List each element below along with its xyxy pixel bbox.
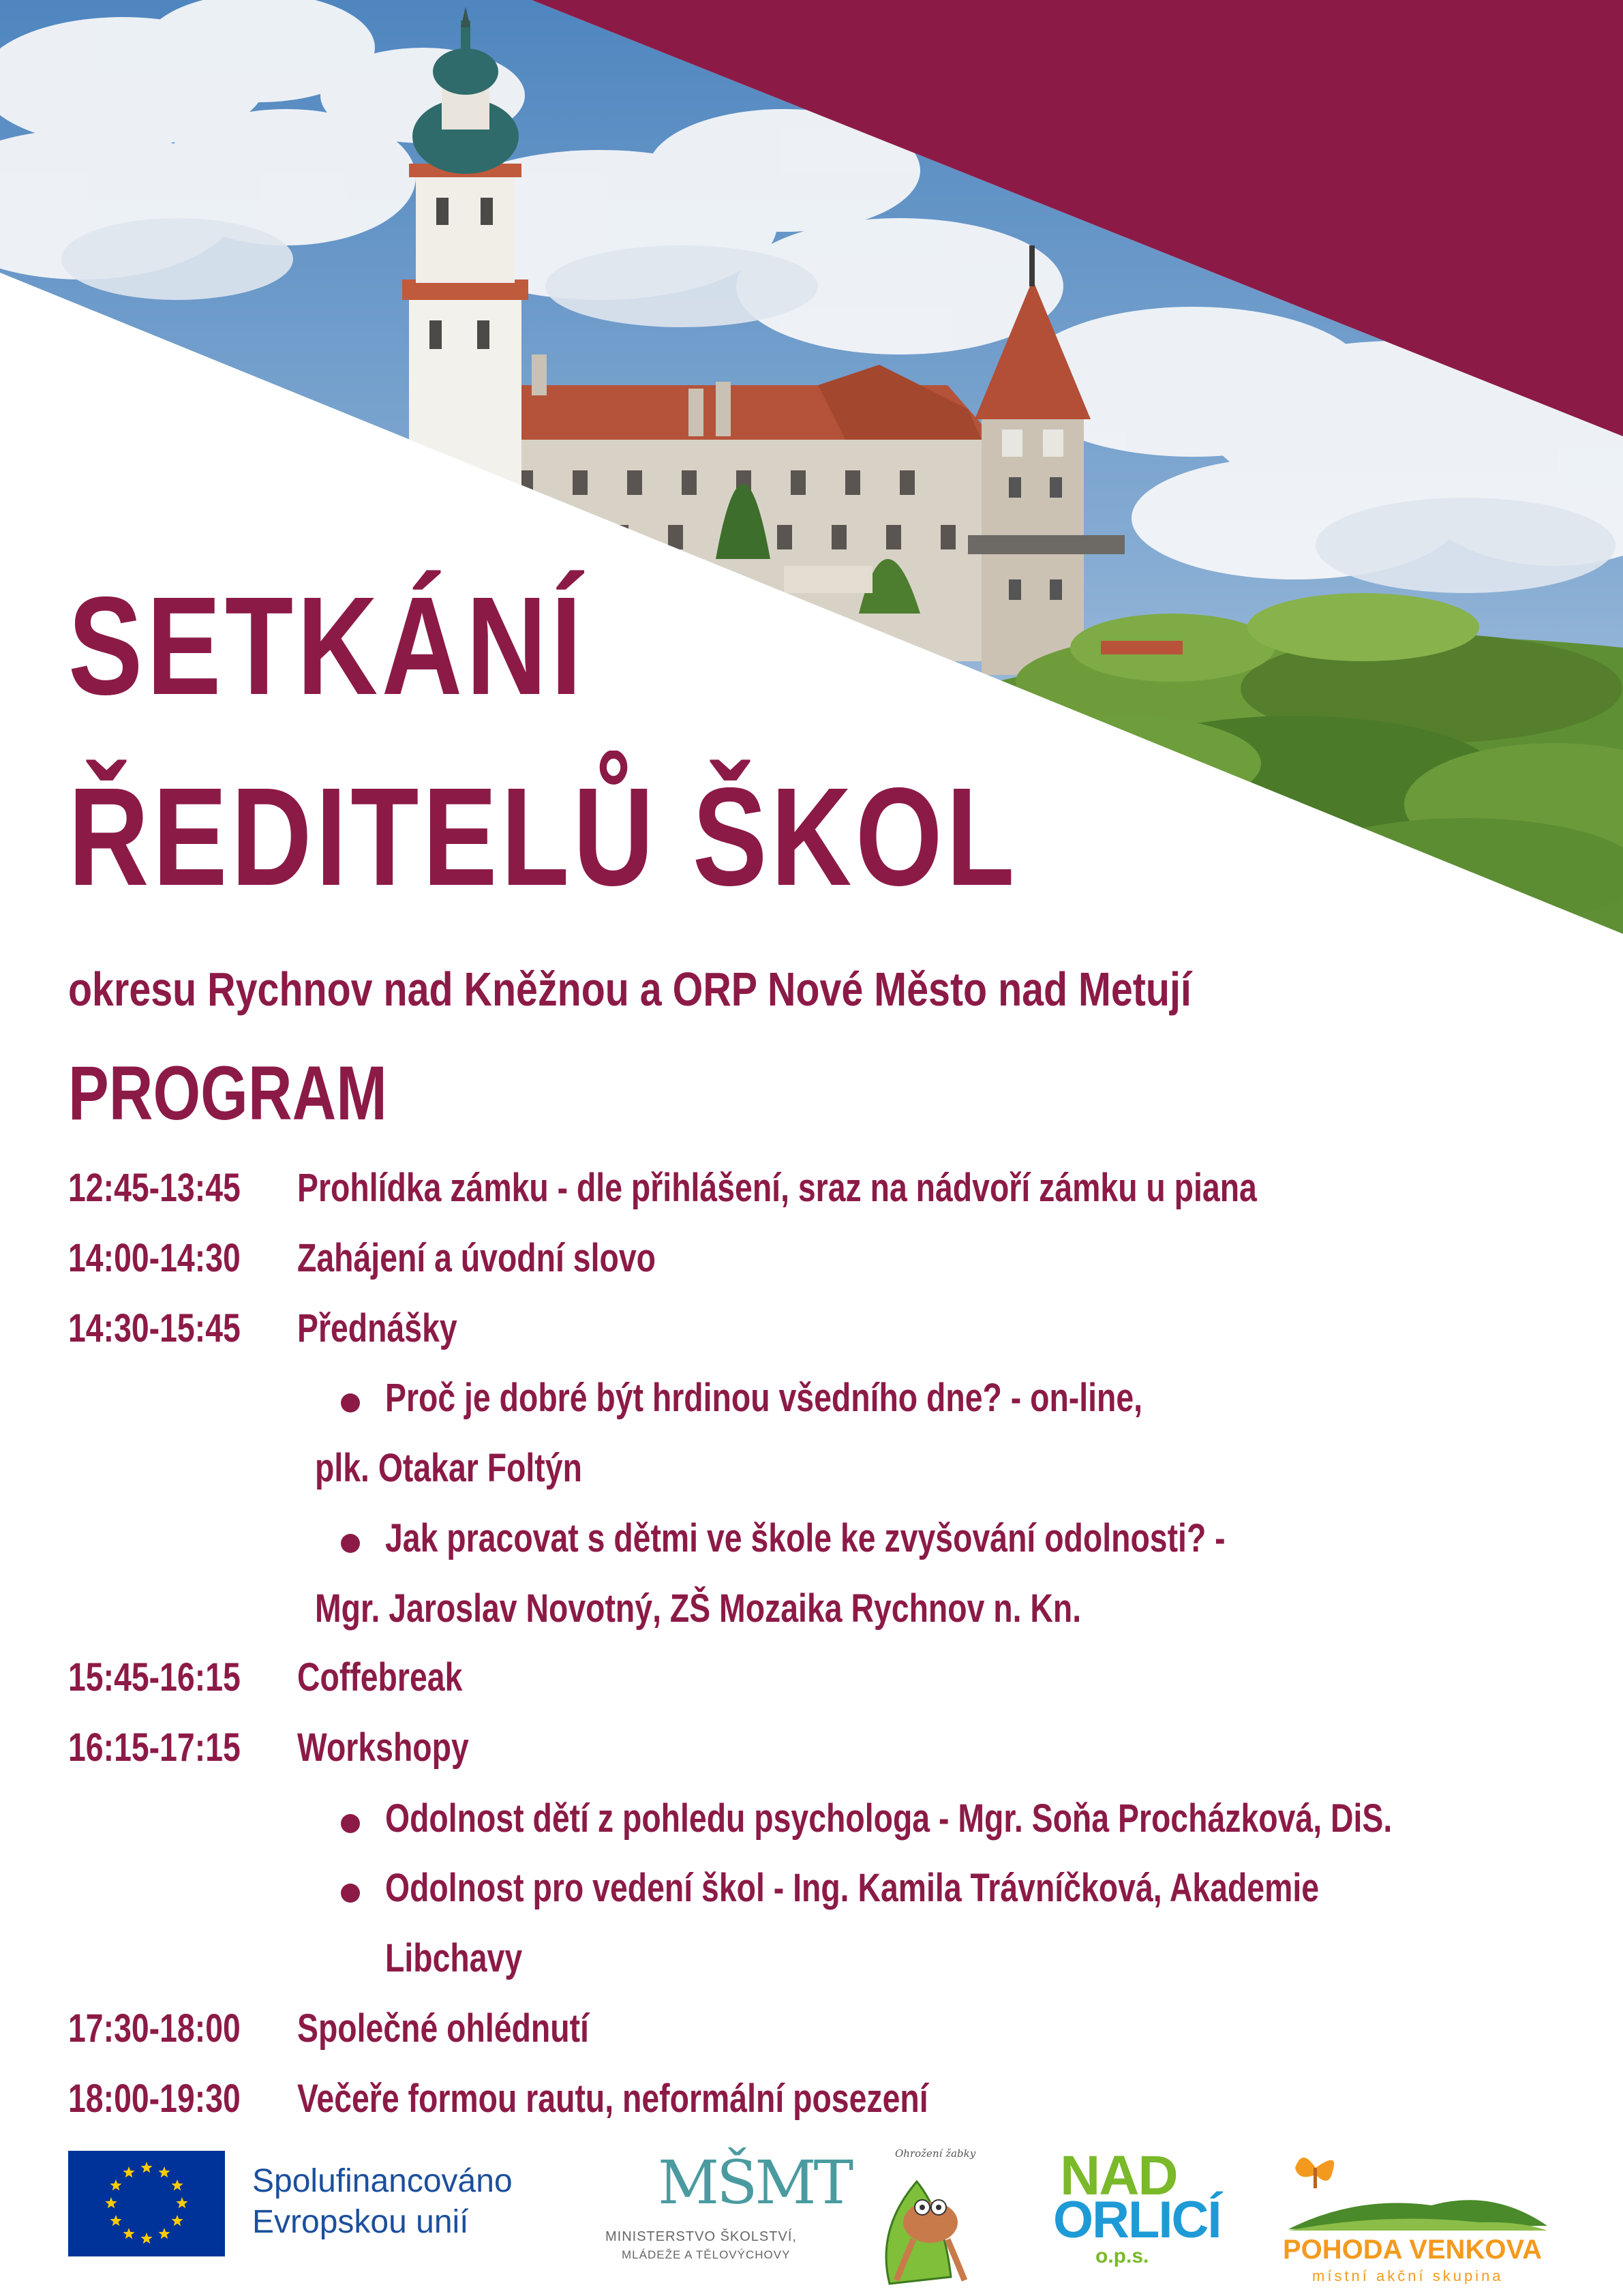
program-text: Společné ohlédnutí bbox=[297, 2006, 589, 2051]
eu-label-line1: Spolufinancováno bbox=[252, 2163, 513, 2199]
program-item bbox=[68, 1725, 469, 1771]
nad-orlici-logo bbox=[1053, 2144, 1230, 2287]
program-time: 15:45-16:15 bbox=[68, 1655, 241, 1700]
eu-label-line2: Evropskou unií bbox=[252, 2204, 469, 2240]
subitem-text: Jak pracovat s dětmi ve škole ke zvyšování odolnosti? - bbox=[385, 1516, 1226, 1560]
program-time: 14:30-15:45 bbox=[68, 1306, 241, 1350]
eu-flag-icon bbox=[68, 2151, 225, 2256]
program-text: Coffebreak bbox=[297, 1655, 463, 1700]
program-time: 18:00-19:30 bbox=[68, 2076, 241, 2121]
bullet-icon bbox=[341, 1393, 360, 1413]
program-time: 14:00-14:30 bbox=[68, 1236, 241, 1280]
bullet-icon bbox=[341, 1534, 360, 1553]
nad-label: NAD bbox=[1060, 2145, 1177, 2207]
program-item bbox=[68, 1166, 1257, 1211]
pohoda-venkova-logo bbox=[1275, 2141, 1561, 2291]
subitem-text: Mgr. Jaroslav Novotný, ZŠ Mozaika Rychnov n. Kn. bbox=[315, 1586, 1082, 1631]
subitem-text: plk. Otakar Foltýn bbox=[315, 1446, 582, 1490]
subitem-text: Proč je dobré být hrdinou všedního dne? - on-line, bbox=[385, 1376, 1143, 1420]
program-item bbox=[68, 1306, 457, 1352]
subitem-text: Libchavy bbox=[385, 1936, 523, 1980]
program-text: Večeře formou rautu, neformální posezení bbox=[297, 2076, 928, 2121]
program-time: 17:30-18:00 bbox=[68, 2006, 241, 2051]
pohoda-title: POHODA VENKOVA bbox=[1283, 2235, 1543, 2265]
footer-logos bbox=[0, 2141, 1623, 2296]
frog-caption: Ohrožení žabky bbox=[895, 2147, 976, 2160]
program-text: Workshopy bbox=[297, 1725, 469, 1770]
hills-butterfly-icon bbox=[1275, 2141, 1561, 2236]
program-item bbox=[68, 1236, 656, 1282]
program-item bbox=[68, 2006, 589, 2052]
bullet-icon bbox=[341, 1884, 360, 1903]
title-line-1: SETKÁNÍ bbox=[68, 568, 586, 724]
program-text: Prohlídka zámku - dle přihlášení, sraz na nádvoří zámku u piana bbox=[297, 1166, 1257, 1210]
subitem-text: Odolnost dětí z pohledu psychologa - Mgr. Soňa Procházková, DiS. bbox=[385, 1796, 1393, 1841]
bullet-icon bbox=[341, 1814, 360, 1833]
subtitle: okresu Rychnov nad Kněžnou a ORP Nové Město nad Metují bbox=[68, 963, 1192, 1016]
program-heading: PROGRAM bbox=[68, 1051, 387, 1136]
msmt-logo bbox=[600, 2147, 851, 2284]
program-text: Přednášky bbox=[297, 1306, 457, 1350]
ops-label: o.p.s. bbox=[1095, 2245, 1149, 2267]
frog-icon bbox=[876, 2161, 978, 2291]
subitem-text: Odolnost pro vedení škol - Ing. Kamila Trávníčková, Akademie bbox=[385, 1866, 1320, 1910]
program-time: 12:45-13:45 bbox=[68, 1166, 241, 1210]
msmt-label-line1: MINISTERSTVO ŠKOLSTVÍ, bbox=[605, 2229, 797, 2244]
orlici-label: ORLICÍ bbox=[1053, 2191, 1221, 2249]
pohoda-subtitle: místní akční skupina bbox=[1312, 2267, 1504, 2284]
title-line-2: ŘEDITELŮ ŠKOL bbox=[68, 759, 1018, 915]
program-time: 16:15-17:15 bbox=[68, 1725, 241, 1770]
program-item bbox=[68, 1655, 462, 1701]
msmt-mark: MŠMT bbox=[658, 2147, 851, 2218]
frog-logo bbox=[876, 2141, 978, 2291]
program-item bbox=[68, 2076, 928, 2122]
program-text: Zahájení a úvodní slovo bbox=[297, 1236, 656, 1280]
msmt-label-line2: MLÁDEŽE A TĚLOVÝCHOVY bbox=[622, 2248, 791, 2261]
